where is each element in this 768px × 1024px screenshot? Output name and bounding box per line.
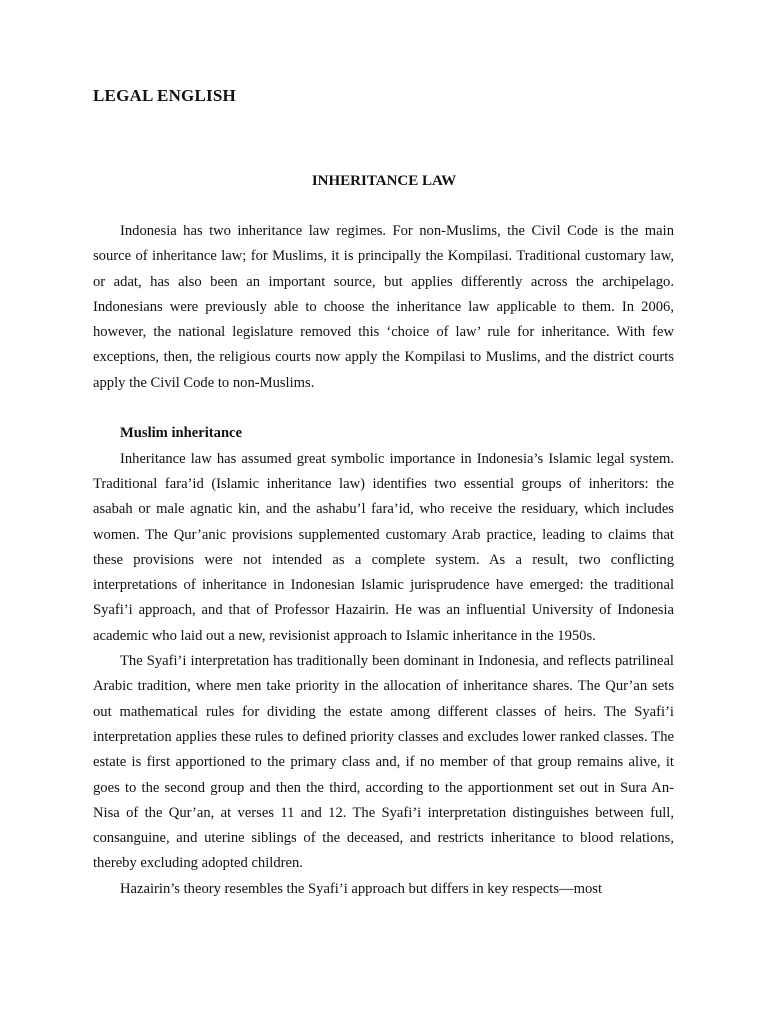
body-paragraph: The Syafi’i interpretation has traditionally been dominant in Indonesia, and reflects patrilineal Arabic tradition, where men take priority in the allocation of inheritance shares. The Qur’an sets out mathematical rules for dividing the estate among different classes of heirs. The Syafi’i interpretation applies these rules to defined priority classes and excludes lower ranked classes. The estate is first apportioned to the primary class and, if no member of that group remains alive, it goes to the second group and then the third, according to the apportionment set out in Sura An-Nisa of the Qur’an, at verses 11 and 12. The Syafi’i interpretation distinguishes between full, consanguine, and uterine siblings of the deceased, and restricts inheritance to blood relations, thereby excluding adopted children. (93, 653, 674, 872)
body-paragraph: Inheritance law has assumed great symbolic importance in Indonesia’s Islamic legal system. Traditional fara’id (Islamic inheritance law) identifies two essential groups of inheritors: the asabah or male agnatic kin, and the ashabu’l fara’id, who receive the residuary, which includes women. The Qur’anic provisions supplemented customary Arab practice, leading to claims that these provisions were not intended as a complete system. As a result, two conflicting interpretations of inheritance in Indonesian Islamic jurisprudence have emerged: the traditional Syafi’i approach, and that of Professor Hazairin. He was an influential University of Indonesia academic who laid out a new, revisionist approach to Islamic inheritance in the 1950s. (93, 450, 674, 644)
intro-paragraph: Indonesia has two inheritance law regimes. For non-Muslims, the Civil Code is the main source of inheritance law; for Muslims, it is principally the Kompilasi. Traditional customary law, or adat, has also been an important source, but applies differently across the archipelago. Indonesians were previously able to choose the inheritance law applicable to them. In 2006, however, the national legislature removed this ‘choice of law’ rule for inheritance. With few exceptions, then, the religious courts now apply the Kompilasi to Muslims, and the district courts apply the Civil Code to non-Muslims. (93, 223, 674, 391)
section-heading: Muslim inheritance (120, 425, 243, 442)
document-body (93, 219, 674, 902)
section-spacer (93, 396, 674, 421)
document-title: INHERITANCE LAW (311, 173, 457, 189)
document-header: LEGAL ENGLISH (93, 86, 236, 105)
body-paragraph: Hazairin’s theory resembles the Syafi’i approach but differs in key respects—most (120, 880, 602, 897)
